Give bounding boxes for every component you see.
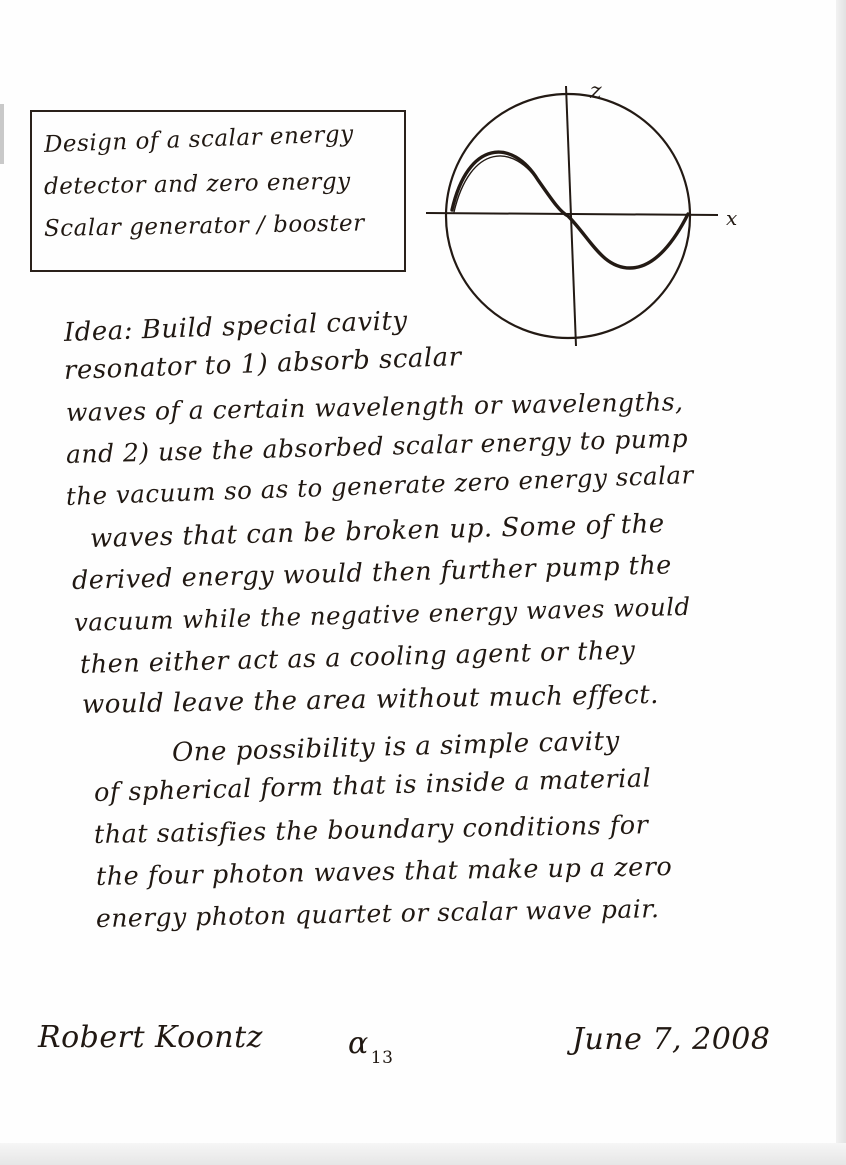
body-line: then either act as a cooling agent or they — [79, 635, 636, 680]
page-symbol: α — [348, 1026, 369, 1061]
title-line: Scalar generator / booster — [43, 210, 365, 242]
body-line: vacuum while the negative energy waves would — [73, 591, 692, 637]
body-line: would leave the area without much effect. — [81, 679, 660, 720]
body-line: waves of a certain wavelength or wavelengths, — [65, 387, 684, 427]
z-axis-label: z — [590, 79, 602, 104]
body-line: and 2) use the absorbed scalar energy to pump — [65, 423, 689, 469]
title-box — [30, 110, 406, 272]
body-line: of spherical form that is inside a material — [93, 763, 652, 808]
page-edge-bottom — [0, 1143, 846, 1165]
page-number: 13 — [370, 1048, 394, 1068]
body-line: One possibility is a simple cavity — [171, 726, 621, 768]
page-edge-right — [836, 0, 846, 1165]
body-line: the vacuum so as to generate zero energy scalar — [65, 460, 695, 511]
title-line: Design of a scalar energy — [43, 121, 355, 158]
body-line: resonator to 1) absorb scalar — [63, 342, 463, 386]
signature: Robert Koontz — [38, 1020, 263, 1055]
title-line: detector and zero energy — [43, 168, 351, 200]
body-line: that satisfies the boundary conditions for — [93, 810, 649, 850]
body-line: Idea: Build special cavity — [63, 306, 409, 348]
wave-sphere-sketch — [420, 78, 770, 353]
body-line: energy photon quartet or scalar wave pair. — [95, 894, 660, 933]
body-line: derived energy would then further pump the — [71, 550, 673, 596]
body-line: waves that can be broken up. Some of the — [89, 508, 666, 554]
page-marker — [348, 1026, 394, 1068]
horizontal-axis — [426, 213, 718, 215]
page-edge-mark — [0, 104, 4, 164]
date: June 7, 2008 — [572, 1022, 771, 1057]
x-axis-label: x — [726, 206, 738, 230]
body-line: the four photon waves that make up a zero — [95, 851, 673, 892]
